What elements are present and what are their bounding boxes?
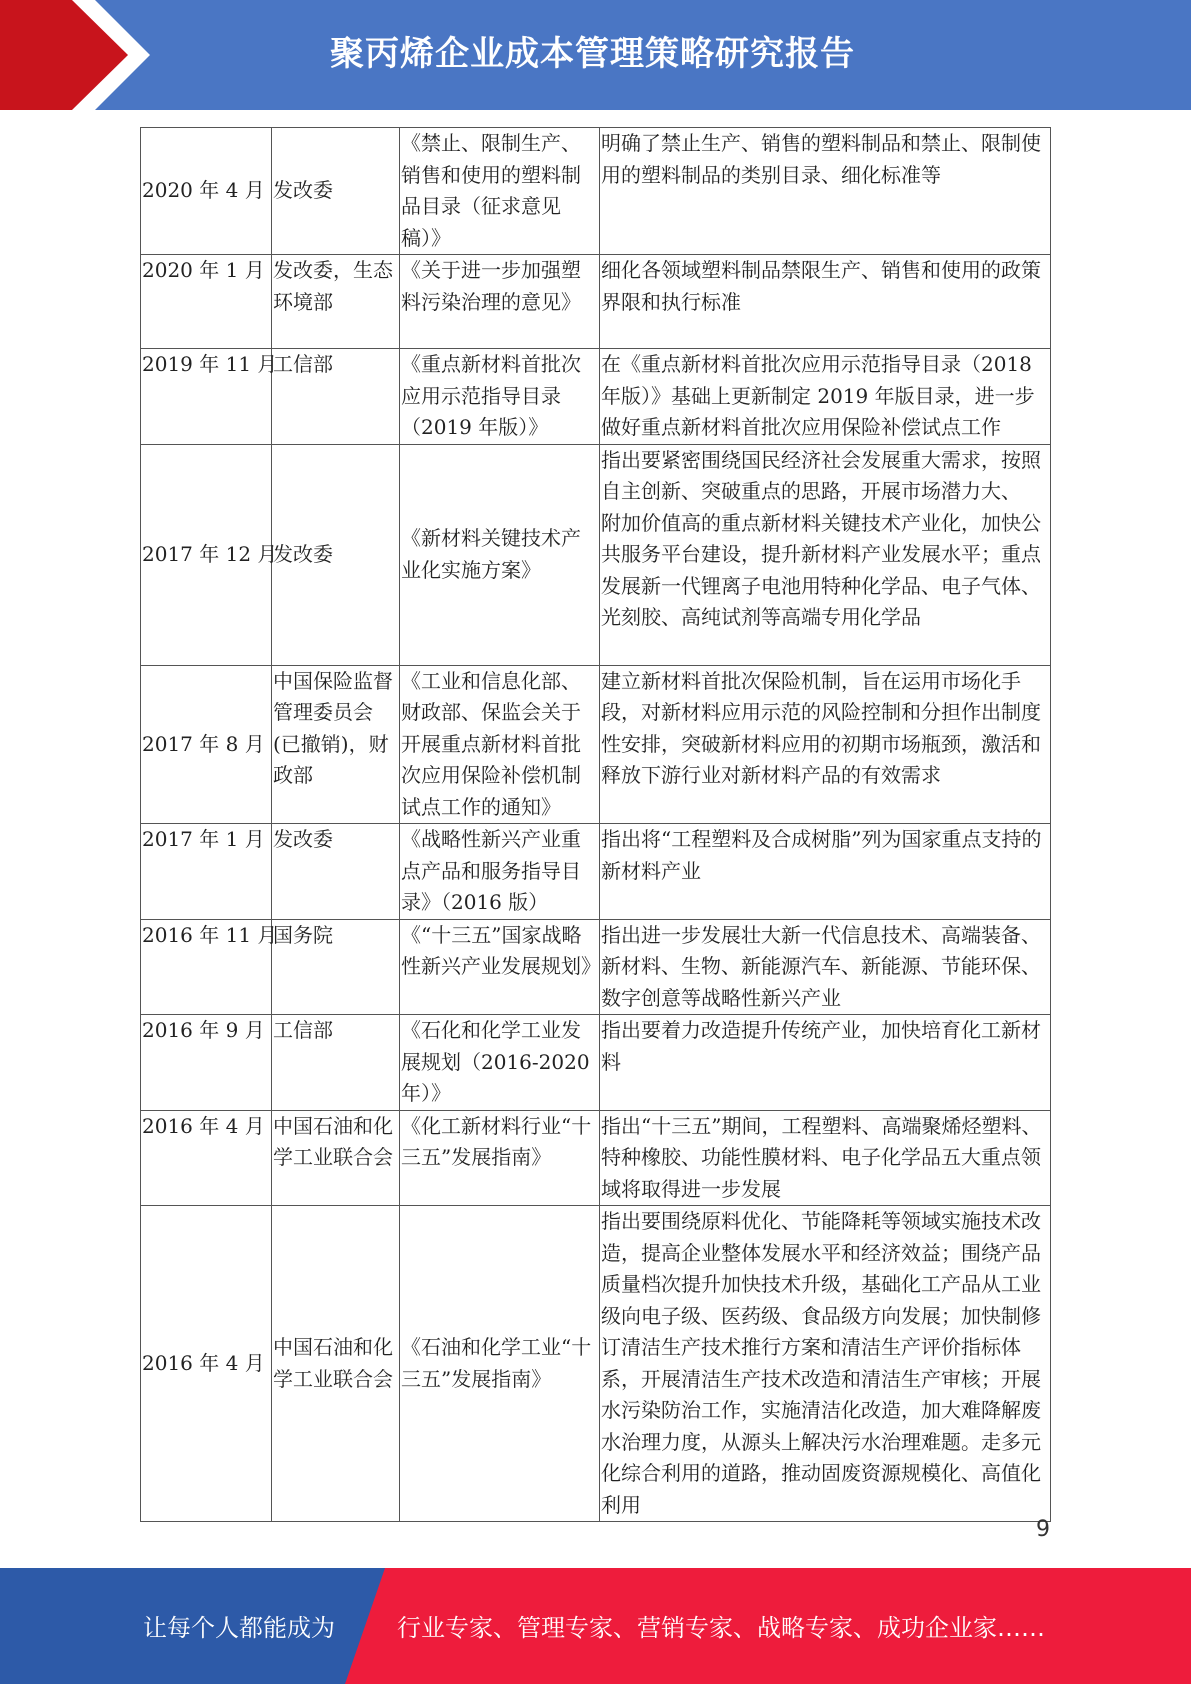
document-cell: 《工业和信息化部、财政部、保监会关于开展重点新材料首批次应用保险补偿机制试点工作的通知》 (400, 665, 600, 824)
table-row (141, 349, 1051, 445)
department-cell: 发改委 (272, 128, 400, 255)
document-cell: 《战略性新兴产业重点产品和服务指导目录》（2016 版） (400, 824, 600, 920)
date-cell: 2017 年 8 月 (141, 665, 272, 824)
date-cell: 2017 年 12 月 (141, 444, 272, 665)
department-cell: 发改委 (272, 444, 400, 665)
date-cell: 2016 年 9 月 (141, 1015, 272, 1111)
footer-slogan-right: 行业专家、管理专家、营销专家、战略专家、成功企业家…… (397, 1614, 1045, 1642)
page-footer (0, 1568, 1191, 1684)
department-cell: 国务院 (272, 919, 400, 1015)
table-row (141, 1206, 1051, 1522)
page-header (0, 0, 1191, 110)
department-cell: 中国石油和化学工业联合会 (272, 1206, 400, 1522)
content-cell: 建立新材料首批次保险机制，旨在运用市场化手段，对新材料应用示范的风险控制和分担作出制度性安排，突破新材料应用的初期市场瓶颈，激活和释放下游行业对新材料产品的有效需求 (600, 665, 1051, 824)
date-cell: 2020 年 1 月 (141, 255, 272, 349)
content-cell: 细化各领域塑料制品禁限生产、销售和使用的政策界限和执行标准 (600, 255, 1051, 349)
date-cell: 2016 年 4 月 (141, 1206, 272, 1522)
table-row (141, 919, 1051, 1015)
page-number: 9 (1036, 1517, 1050, 1542)
content-cell: 指出要着力改造提升传统产业，加快培育化工新材料 (600, 1015, 1051, 1111)
policy-table (140, 127, 1051, 1522)
document-cell: 《重点新材料首批次应用示范指导目录（2019 年版）》 (400, 349, 600, 445)
footer-slogan-left: 让每个人都能成为 (143, 1614, 335, 1642)
department-cell: 发改委 (272, 824, 400, 920)
table-row (141, 255, 1051, 349)
department-cell: 发改委，生态 环境部 (272, 255, 400, 349)
content-cell: 指出要围绕原料优化、节能降耗等领域实施技术改造，提高企业整体发展水平和经济效益；围绕产品质量档次提升加快技术升级，基础化工产品从工业级向电子级、医药级、食品级方向发展；加快制修订清洁生产技术推行方案和清洁生产评价指标体系，开展清洁生产技术改造和清洁生产审核；开展水污染防治工作，实施清洁化改造，加大难降解废水治理力度，从源头上解决污水治理难题。走多元化综合利用的道路，推动固废资源规模化、高值化利用 (600, 1206, 1051, 1522)
document-cell: 《新材料关键技术产业化实施方案》 (400, 444, 600, 665)
department-cell: 工信部 (272, 349, 400, 445)
header-arrow-decoration (0, 0, 150, 110)
document-cell: 《石油和化学工业“十三五”发展指南》 (400, 1206, 600, 1522)
content-cell: 指出进一步发展壮大新一代信息技术、高端装备、新材料、生物、新能源汽车、新能源、节能环保、数字创意等战略性新兴产业 (600, 919, 1051, 1015)
table-row (141, 128, 1051, 255)
content-cell: 指出将“工程塑料及合成树脂”列为国家重点支持的新材料产业 (600, 824, 1051, 920)
table-row (141, 824, 1051, 920)
date-cell: 2020 年 4 月 (141, 128, 272, 255)
content-cell: 指出要紧密围绕国民经济社会发展重大需求，按照自主创新、突破重点的思路，开展市场潜力大、 附加价值高的重点新材料关键技术产业化，加快公共服务平台建设，提升新材料产业发展水平；重点发展新一代锂离子电池用特种化学品、电子气体、光刻胶、高纯试剂等高端专用化学品 (600, 444, 1051, 665)
department-cell: 中国保险监督管理委员会(已撤销)，财政部 (272, 665, 400, 824)
policy-table-body (141, 128, 1051, 1522)
date-cell: 2016 年 4 月 (141, 1110, 272, 1206)
date-cell: 2017 年 1 月 (141, 824, 272, 920)
department-cell: 工信部 (272, 1015, 400, 1111)
table-row (141, 444, 1051, 665)
document-cell: 《化工新材料行业“十三五”发展指南》 (400, 1110, 600, 1206)
date-cell: 2016 年 11 月 (141, 919, 272, 1015)
content-cell: 在《重点新材料首批次应用示范指导目录（2018 年版）》基础上更新制定 2019 年版目录，进一步做好重点新材料首批次应用保险补偿试点工作 (600, 349, 1051, 445)
table-row (141, 1015, 1051, 1111)
table-row (141, 1110, 1051, 1206)
date-cell: 2019 年 11 月 (141, 349, 272, 445)
document-cell: 《关于进一步加强塑料污染治理的意见》 (400, 255, 600, 349)
table-row (141, 665, 1051, 824)
document-cell: 《禁止、限制生产、销售和使用的塑料制品目录（征求意见稿）》 (400, 128, 600, 255)
department-cell: 中国石油和化学工业联合会 (272, 1110, 400, 1206)
report-title: 聚丙烯企业成本管理策略研究报告 (330, 34, 855, 74)
content-cell: 明确了禁止生产、销售的塑料制品和禁止、限制使用的塑料制品的类别目录、细化标准等 (600, 128, 1051, 255)
document-cell: 《“十三五”国家战略性新兴产业发展规划》 (400, 919, 600, 1015)
document-cell: 《石化和化学工业发展规划（2016-2020 年）》 (400, 1015, 600, 1111)
content-cell: 指出“十三五”期间，工程塑料、高端聚烯烃塑料、特种橡胶、功能性膜材料、电子化学品五大重点领域将取得进一步发展 (600, 1110, 1051, 1206)
